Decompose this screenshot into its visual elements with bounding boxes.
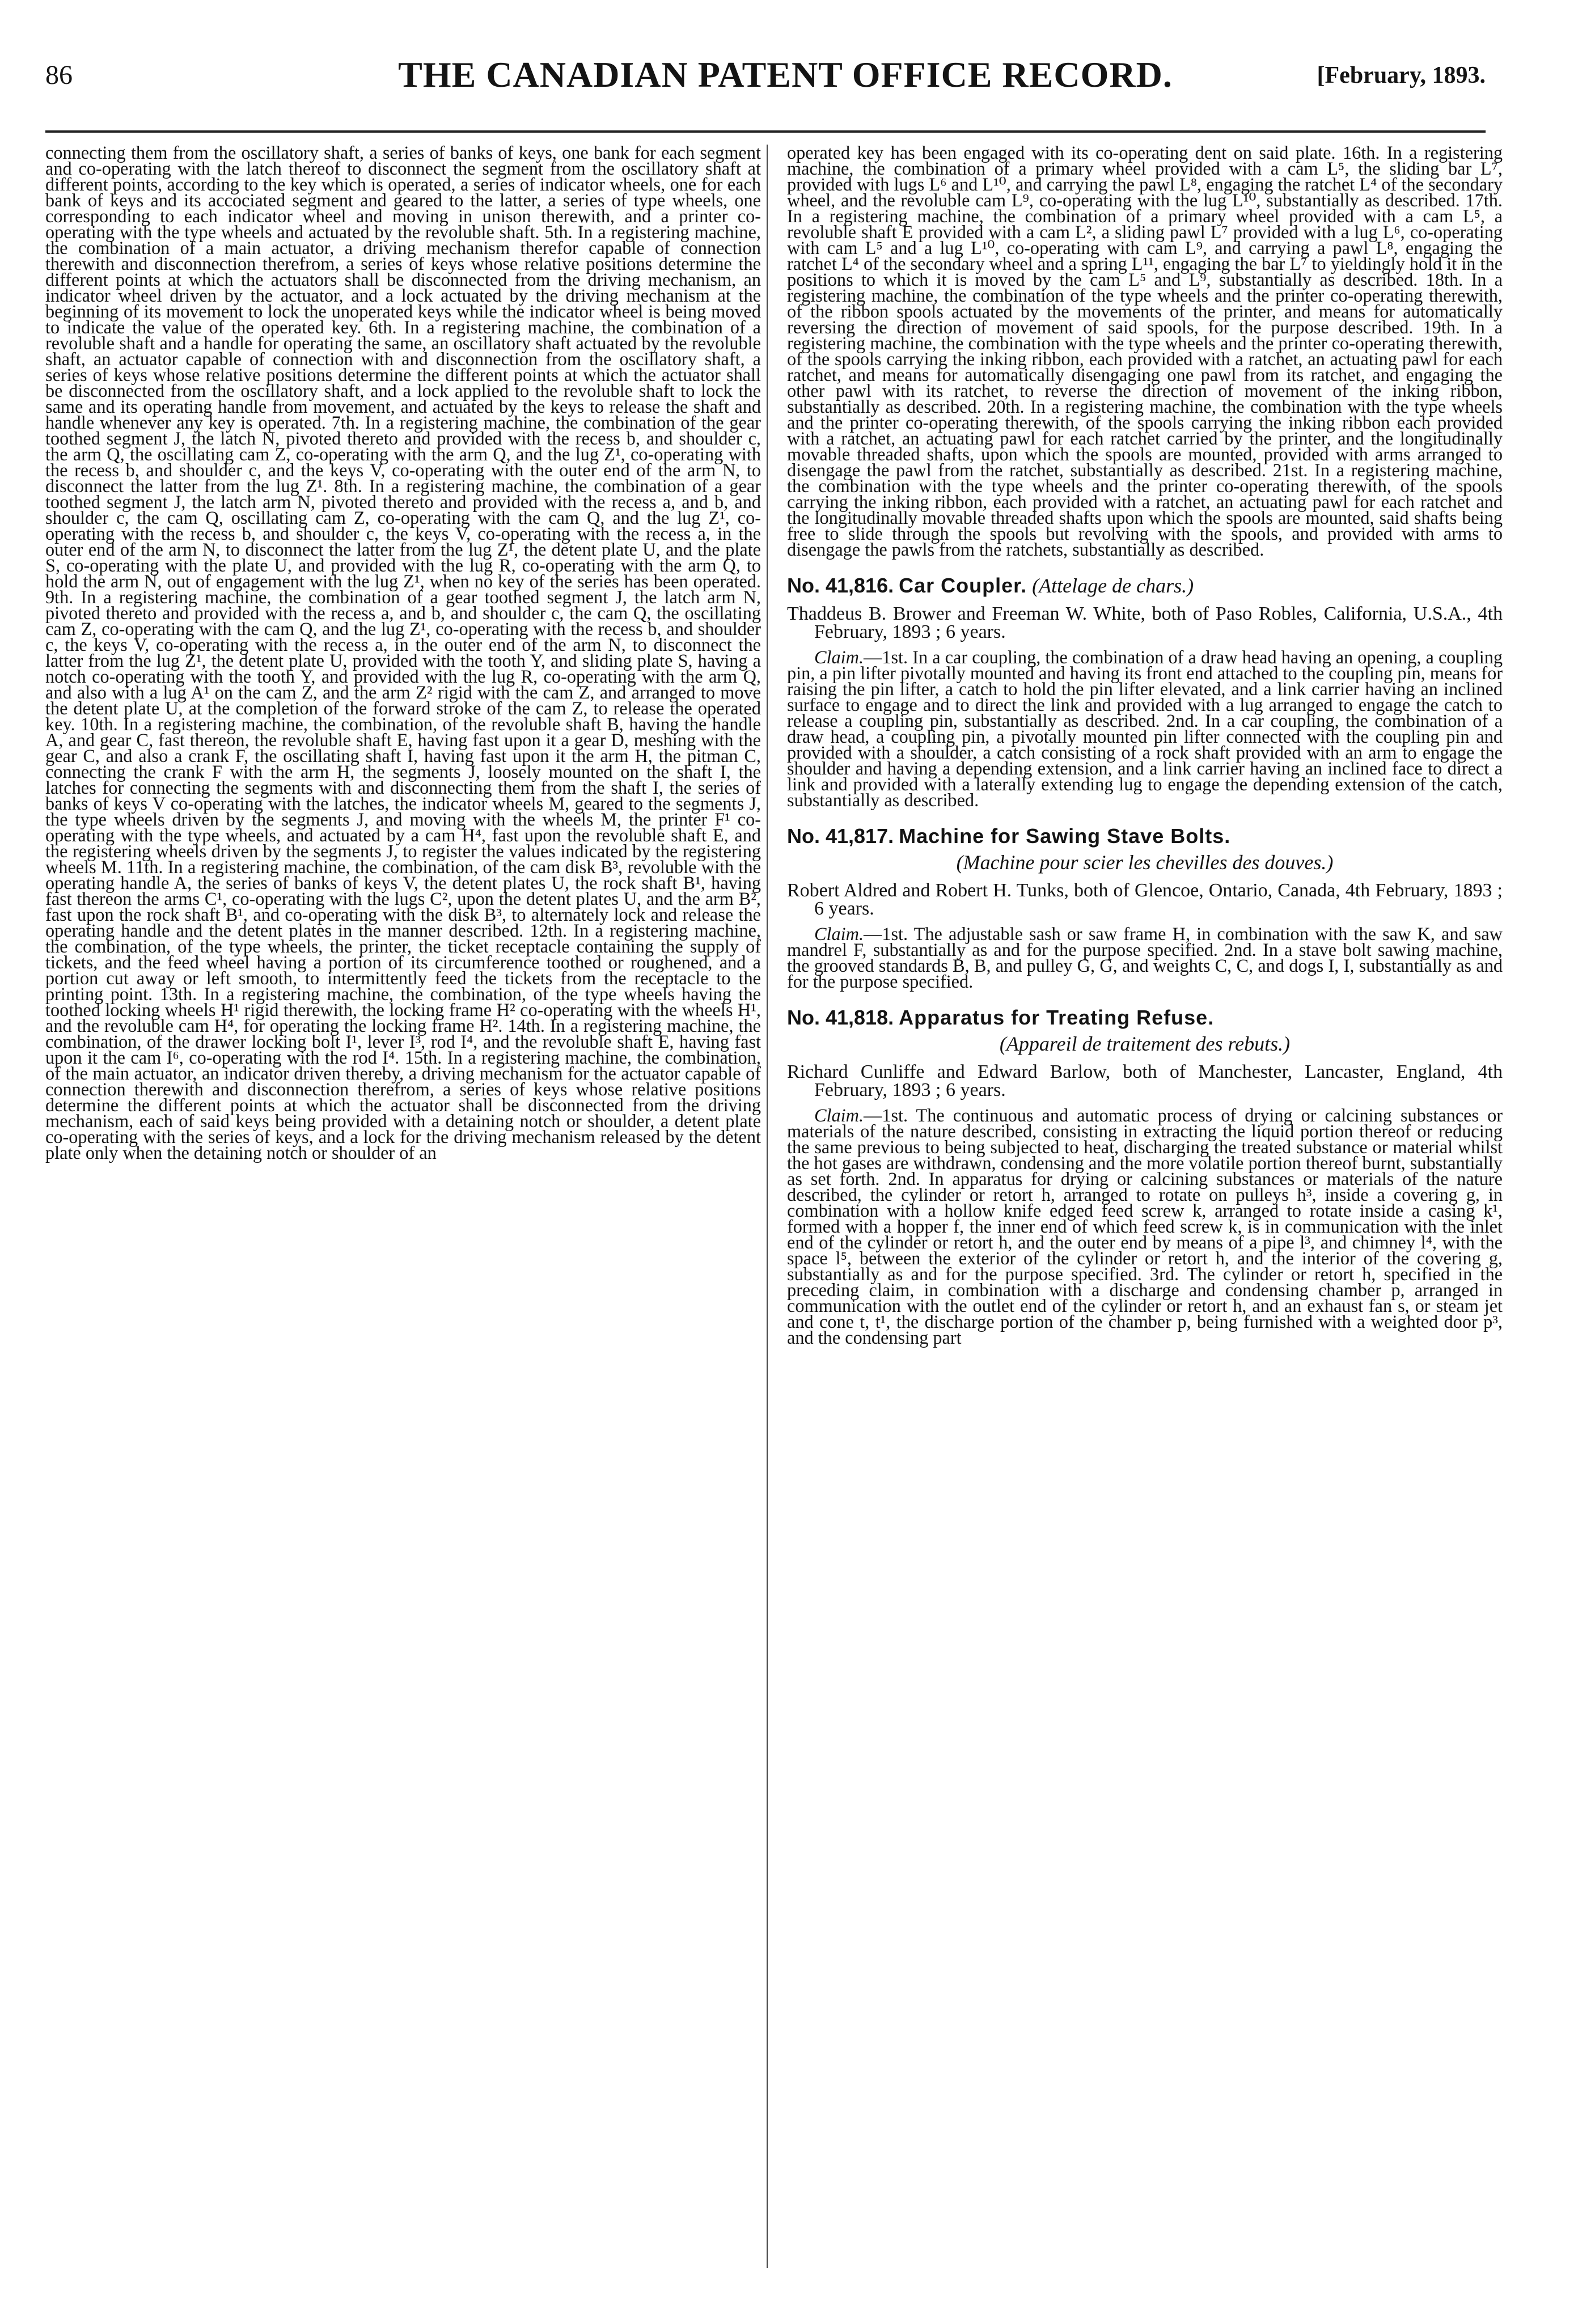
- entry-heading: [787, 574, 1503, 597]
- claim-body: —1st. The adjustable sash or saw frame H, in combination with the saw K, and saw mandrel F, substantially as and for the purpose specified. 2nd. In a stave bolt sawing machine, the grooved standards B, B, and pulley G, G, and weights C, C, and dogs I, I, substantially as and for the purpose specified.: [787, 924, 1503, 992]
- entry-heading: [787, 825, 1503, 848]
- running-title: THE CANADIAN PATENT OFFICE RECORD.: [398, 54, 1173, 95]
- claim-label: Claim.: [814, 1105, 864, 1125]
- patent-number: No. 41,816.: [787, 574, 894, 597]
- patent-title-french: (Machine pour scier les chevilles des douves.): [956, 851, 1334, 874]
- patentee-line: Richard Cunliffe and Edward Barlow, both of Manchester, Lancaster, England, 4th February, 1893 ; 6 years.: [787, 1061, 1503, 1100]
- patent-entry-41818: [787, 1006, 1503, 1348]
- patent-title: Car Coupler.: [899, 574, 1027, 597]
- claim-body: —1st. The continuous and automatic process of drying or calcining substances or materials of the nature described, consisting in extracting the liquid portion thereof or reducing the same previous to being subjected to heat, discharging the treated substance or material whilst the hot gases are withdrawn, condensing and the more volatile portion thereof burnt, substantially as set forth. 2nd. In apparatus for drying or calcining substances or materials of the nature described, the cylinder or retort h, arranged to rotate on pulleys h³, inside a covering g, in combination with a hollow knife edged feed screw k, arranged to rotate inside a casing k¹, formed with a hopper f, the inner end of which feed screw k, is in communication with the inlet end of the cylinder or retort h, and the outer end by means of a pipe l³, and chimney l⁴, with the space l⁵, between the exterior of the cylinder or retort h, and the interior of the covering g, substantially as and for the purpose specified. 3rd. The cylinder or retort h, specified in the preceding claim, in combination with a discharge and condensing chamber p, arranged in communication with the outlet end of the cylinder or retort h, and an exhaust fan s, or steam jet and cone t, t¹, the discharge portion of the chamber p, being furnished with a weighted door p³, and the condensing part: [787, 1105, 1503, 1348]
- patent-title: Apparatus for Treating Refuse.: [899, 1006, 1215, 1029]
- claims-continuation-right: operated key has been engaged with its co-operating dent on said plate. 16th. In a registering machine, the combination of a primary wheel provided with a cam L⁵, the sliding bar L⁷, provided with lugs L⁶ and L¹⁰, and carrying the pawl L⁸, engaging the ratchet L⁴ of the secondary wheel, and the revoluble cam L⁹, co-operating with the lug L¹⁰, substantially as described. 17th. In a registering machine, the combination of a primary wheel provided with a cam L⁵, a revoluble shaft E provided with a cam L², a sliding pawl L⁷ provided with a lug L⁶, co-operating with cam L⁵ and a lug L¹⁰, co-operating with cam L⁹, and carrying a pawl L⁸, engaging the ratchet L⁴ of the secondary wheel and a spring L¹¹, engaging the bar L⁷ to yieldingly hold it in the positions to which it is moved by the cam L⁵ and L⁹, substantially as described. 18th. In a registering machine, the combination of the type wheels and the printer co-operating therewith, of the ribbon spools actuated by the movements of the printer, and means for automatically reversing the direction of movement of said spools, for the purpose described. 19th. In a registering machine, the combination with the type wheels and the printer co-operating therewith, of the spools carrying the inking ribbon, each provided with a ratchet, an actuating pawl for each ratchet, and means for automatically disengaging one pawl from its ratchet, and engaging the other pawl with its ratchet, to reverse the direction of movement of the inking ribbon, substantially as described. 20th. In a registering machine, the combination with the type wheels and the printer co-operating therewith, of the spools carrying the inking ribbon each provided with a ratchet, an actuating pawl for each ratchet carried by the printer, and the longitudinally movable threaded shafts, upon which the spools are mounted, provided with arms arranged to disengage the pawl from the ratchet, substantially as described. 21st. In a registering machine, the combination with the type wheels and the printer co-operating therewith, of the spools carrying the inking ribbon, each provided with a ratchet, an actuating pawl for each ratchet and the longitudinally movable threaded shafts upon which the spools are mounted, said shafts being free to slide through the spools but revolving with the spools, and provided with arms to disengage the pawls from the ratchets, substantially as described.: [787, 142, 1503, 560]
- claim-text: [787, 1105, 1503, 1348]
- claim-label: Claim.: [814, 924, 864, 944]
- claim-text: [787, 924, 1503, 992]
- page-number: 86: [45, 60, 73, 90]
- patent-number: No. 41,817.: [787, 824, 894, 848]
- page-header: [45, 54, 1486, 105]
- patentee-line: Thaddeus B. Brower and Freeman W. White, both of Paso Robles, California, U.S.A., 4th February, 1893 ; 6 years.: [787, 603, 1503, 642]
- patentee-line: Robert Aldred and Robert H. Tunks, both of Glencoe, Ontario, Canada, 4th February, 1893 ; 6 years.: [787, 880, 1503, 919]
- issue-date: [February, 1893.: [1317, 62, 1486, 88]
- right-column: [787, 142, 1503, 1348]
- patent-title-french: (Attelage de chars.): [1032, 574, 1194, 597]
- claim-label: Claim.: [814, 647, 864, 667]
- patent-entry-41816: [787, 574, 1503, 808]
- patent-title-french: (Appareil de traitement des rebuts.): [999, 1032, 1291, 1055]
- patent-title: Machine for Sawing Stave Bolts.: [899, 824, 1231, 848]
- claim-text: [787, 649, 1503, 808]
- header-rule: [45, 130, 1486, 133]
- column-divider: [767, 145, 768, 2268]
- patent-entry-41817: [787, 824, 1503, 992]
- patent-number: No. 41,818.: [787, 1006, 894, 1029]
- claim-body: —1st. In a car coupling, the combination of a draw head having an opening, a coupling pin, a pin lifter pivotally mounted and having its front end attached to the coupling pin, means for raising the pin lifter, a catch to hold the pin lifter elevated, and a link carrier having an inclined surface to engage and to direct the link and provided with a lug arranged to engage the catch to release a coupling pin, substantially as described. 2nd. In a car coupling, the combination of a draw head, a coupling pin, a pivotally mounted pin lifter connected with the coupling pin and provided with a shoulder, a catch consisting of a rock shaft provided with an arm to engage the shoulder and having a depending extension, and a link carrier having an inclined face to direct a link and provided with a laterally extending lug to engage the depending extension of the catch, substantially as described.: [787, 647, 1503, 810]
- claims-continuation-left: connecting them from the oscillatory shaft, a series of banks of keys, one bank for each segment and co-operating with the latch thereof to disconnect the segment from the oscillatory shaft at different points, according to the key which is operated, a series of indicator wheels, one for each bank of keys and its accociated segment and geared to the latter, a series of type wheels, one corresponding to each indicator wheel and moving in unison therewith, and a printer co-operating with the type wheels and actuated by the revoluble shaft. 5th. In a registering machine, the combination of a main actuator, a driving mechanism therefor capable of connection therewith and disconnection therefrom, a series of keys whose relative positions determine the different points at which the actuators shall be disconnected from the driving mechanism, an indicator wheel driven by the actuator, and a lock actuated by the driving mechanism at the beginning of its movement to lock the unoperated keys while the indicator wheel is being moved to indicate the value of the operated key. 6th. In a registering machine, the combination of a revoluble shaft and a handle for operating the same, an oscillatory shaft actuated by the revoluble shaft, an actuator capable of connection with and disconnection from the oscillatory shaft, a series of keys whose relative positions determine the different points at which the actuator shall be disconnected from the oscillatory shaft, and a lock applied to the revoluble shaft to lock the same and its operating handle from movement, and actuated by the keys to release the shaft and handle whenever any key is operated. 7th. In a registering machine, the combination of the gear toothed segment J, the latch N, pivoted thereto and provided with the recess b, and shoulder c, the arm Q, the oscillating cam Z, co-operating with the arm Q, and the lug Z¹, co-operating with the recess b, and shoulder c, and the keys V, co-operating with the outer end of the arm N, to disconnect the latter from the lug Z¹. 8th. In a registering machine, the combination of a gear toothed segment J, the latch arm N, pivoted thereto and provided with the recess a, and b, and shoulder c, the cam Q, oscillating cam Z, co-operating with the cam Q, and the lug Z¹, co-operating with the recess b, and shoulder c, the keys V, co-operating with the recess a, in the outer end of the arm N, to disconnect the latter from the lug Z¹, the detent plate U, and the plate S, co-operating with the plate U, and provided with the lug R, co-operating with the arm Q, to hold the arm N, out of engagement with the lug Z¹, when no key of the series has been operated. 9th. In a registering machine, the combination of a gear toothed segment J, the latch arm N, pivoted thereto and provided with the recess a, and b, and shoulder c, the cam Q, the oscillating cam Z, co-operating with the cam Q, and the lug Z¹, co-operating with the recess b, and shoulder c, the keys V, co-operating with the recess a, in the outer end of the arm N, to disconnect the latter from the lug Z¹, the detent plate U, provided with the tooth Y, and sliding plate S, having a notch co-operating with the tooth Y, and provided with the lug R, co-operating with the arm Q, and also with a lug A¹ on the cam Z, and the arm Z² rigid with the cam Z, and arranged to move the detent plate U, at the completion of the forward stroke of the cam Z, to release the operated key. 10th. In a registering machine, the combination, of the revoluble shaft B, having the handle A, and gear C, fast thereon, the revoluble shaft E, having fast upon it a gear D, meshing with the gear C, and also a crank F, the oscillating shaft I, having fast upon it the arm H, the pitman C, connecting the crank F with the arm H, the segments J, loosely mounted on the shaft I, the latches for connecting the segments with and disconnecting them from the shaft I, the series of banks of keys V co-operating with the latches, the indicator wheels M, geared to the segments J, the type wheels driven by the segments J, and moving with the wheels M, the printer F¹ co-operating with the type wheels, and actuated by a cam H⁴, fast upon the revoluble shaft E, and the registering wheels driven by the segments J, to register the values indicated by the registering wheels M. 11th. In a registering machine, the combination, of the cam disk B³, revoluble with the operating handle A, the series of banks of keys V, the detent plates U, the rock shaft B¹, having fast thereon the arms C¹, co-operating with the lugs C², upon the detent plates U, and the arm B², fast upon the rock shaft B¹, and co-operating with the disk B³, to alternately lock and release the operating handle and the detent plates in the manner described. 12th. In a registering machine, the combination, of the type wheels, the printer, the ticket receptacle containing the supply of tickets, and the feed wheel having a portion of its circumference toothed or roughened, and a portion cut away or left smooth, to intermittently feed the tickets from the receptacle to the printing point. 13th. In a registering machine, the combination, of the type wheels having the toothed locking wheels H¹ rigid therewith, the locking frame H² co-operating with the wheels H¹, and the revoluble cam H⁴, for operating the locking frame H². 14th. In a registering machine, the combination, of the drawer locking bolt I¹, lever I³, rod I⁴, and the revoluble shaft E, having fast upon it the cam I⁶, co-operating with the rod I⁴. 15th. In a registering machine, the combination, of the main actuator, an indicator driven thereby, a driving mechanism for the actuator capable of connection therewith and disconnection therefrom, a series of keys whose relative positions determine the different points at which the actuator shall be disconnected from the driving mechanism, each of said keys being provided with a detaining notch or shoulder, a detent plate co-operating with the series of keys, and a lock for the driving mechanism released by the detent plate only when the detaining notch or shoulder of an: [45, 142, 761, 1163]
- left-column: [45, 142, 761, 1163]
- entry-heading: [787, 1006, 1503, 1029]
